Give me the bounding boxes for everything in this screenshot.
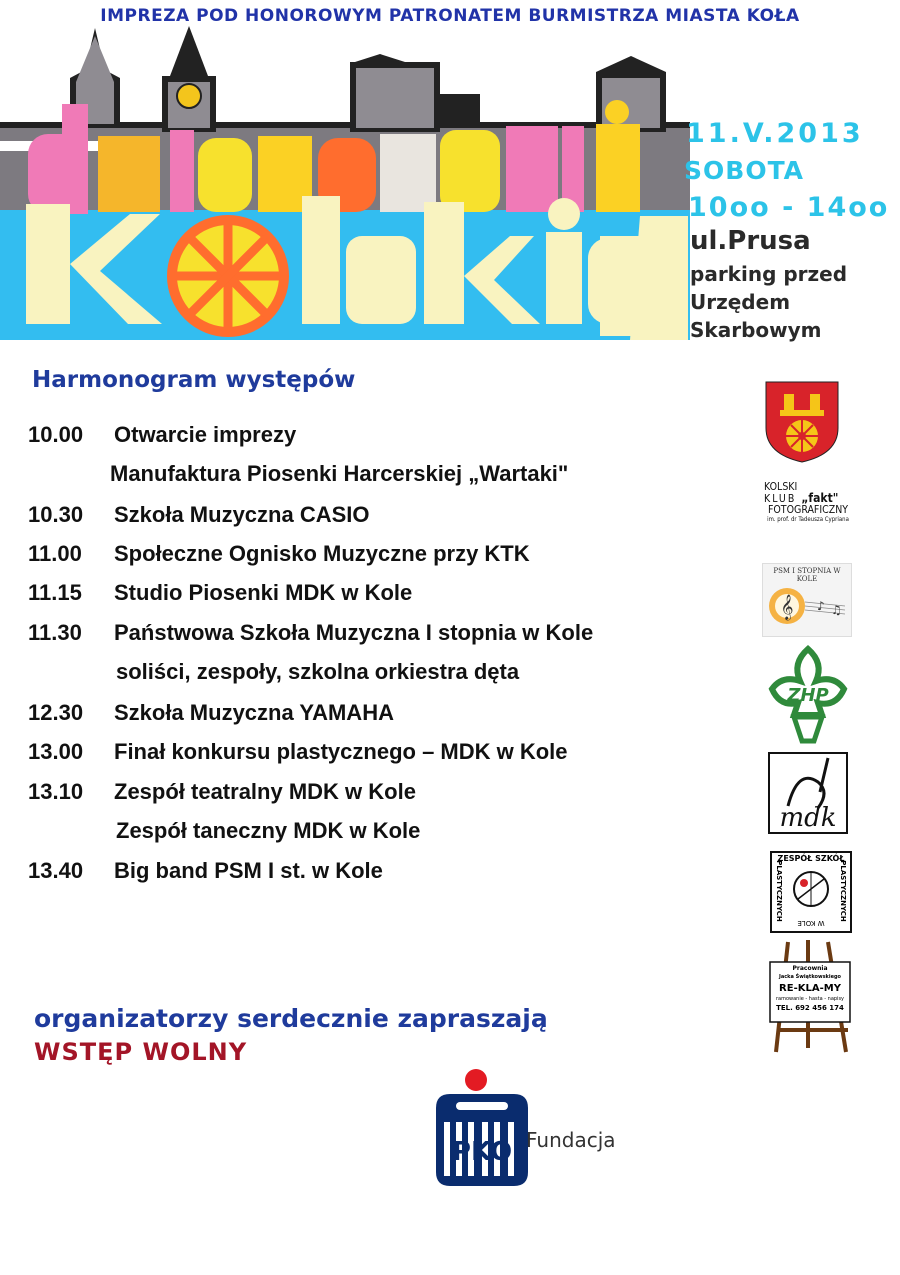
music-notes-icon	[767, 580, 847, 632]
schedule-time: 12.30	[28, 700, 84, 725]
art-school-side-left: PLASTYCZNYCH	[775, 860, 783, 922]
wheel-emblem	[172, 220, 284, 332]
schedule-time: 10.30	[28, 502, 84, 527]
photo-club-line2: KLUB	[764, 493, 797, 505]
schedule-time: 11.00	[28, 541, 82, 566]
pko-logo-text: PKO	[451, 1137, 513, 1167]
studio-line5: TEL. 692 456 174	[776, 1004, 844, 1012]
schedule-item	[116, 659, 519, 685]
schedule-text: Szkoła Muzyczna YAMAHA	[114, 700, 394, 725]
schedule-item	[116, 818, 420, 844]
schedule-text: Szkoła Muzyczna CASIO	[114, 502, 370, 527]
studio-line1: Pracownia	[792, 965, 828, 972]
schedule-item	[28, 739, 568, 765]
schedule-item	[28, 858, 383, 884]
event-day: SOBOTA	[684, 156, 805, 185]
art-school-logo	[770, 851, 852, 933]
schedule-text: Otwarcie imprezy	[114, 422, 297, 447]
schedule-text: soliści, zespoły, szkolna orkiestra dęta	[116, 659, 520, 684]
schedule-time: 11.15	[28, 580, 82, 605]
schedule-item	[28, 541, 530, 567]
schedule-text: Manufaktura Piosenki Harcerskiej „Wartaki"	[110, 461, 569, 486]
music-school-logo	[762, 563, 852, 637]
event-date: 11.V.2013	[686, 118, 864, 149]
svg-text:♪: ♪	[817, 599, 825, 613]
art-school-bottom: W KOLE	[797, 919, 825, 927]
schedule-time: 10.00	[28, 422, 84, 447]
art-school-top: ZESPÓŁ SZKÓŁ	[777, 854, 845, 863]
mdk-logo	[768, 752, 848, 834]
schedule-time: 13.00	[28, 739, 84, 764]
pko-logo	[432, 1068, 532, 1190]
studio-line3: RE-KLA-MY	[779, 983, 841, 994]
photo-club-logo	[762, 482, 854, 524]
palette-icon	[792, 869, 830, 909]
free-entry-text: WSTĘP WOLNY	[34, 1038, 248, 1066]
photo-club-name: „fakt"	[801, 491, 839, 505]
schedule-time: 11.30	[28, 620, 82, 645]
coat-of-arms-logo	[762, 378, 842, 464]
clock-icon	[177, 84, 201, 108]
schedule-time: 13.10	[28, 779, 84, 804]
studio-line2: Jacka Świątkowskiego	[778, 974, 841, 980]
schedule-text: Zespół taneczny MDK w Kole	[116, 818, 421, 843]
sponsor-label: Fundacja	[526, 1128, 616, 1152]
studio-line4: ramowanie - hasta - napisy	[775, 996, 845, 1002]
music-school-label: PSM I STOPNIA W KOLE	[773, 567, 841, 583]
banner-artwork	[0, 26, 690, 340]
mdk-text: mdk	[779, 803, 837, 833]
schedule-item	[28, 700, 394, 726]
patronage-header: IMPREZA POD HONOROWYM PATRONATEM BURMISTRZA MIASTA KOŁA	[100, 6, 800, 26]
schedule-text: Społeczne Ognisko Muzyczne przy KTK	[114, 541, 530, 566]
svg-text:𝄞: 𝄞	[780, 595, 794, 620]
schedule-item	[28, 779, 416, 805]
invitation-text: organizatorzy serdecznie zapraszają	[34, 1004, 548, 1033]
zhp-text: ZHP	[787, 685, 829, 706]
photo-club-line1: KOLSKI	[764, 481, 798, 493]
event-location-line1: parking przed	[690, 262, 848, 286]
schedule-time: 13.40	[28, 858, 84, 883]
event-street: ul.Prusa	[690, 226, 811, 256]
schedule-item	[110, 461, 568, 487]
photo-club-patron: im. prof. dr Tadeusza Cypriana	[767, 516, 849, 523]
photo-club-line3: FOTOGRAFICZNY	[767, 504, 849, 516]
svg-text:♫: ♫	[831, 603, 842, 617]
schedule-text: Big band PSM I st. w Kole	[114, 858, 383, 883]
schedule-item	[28, 620, 593, 646]
schedule-text: Zespół teatralny MDK w Kole	[114, 779, 416, 804]
event-location-line3: Skarbowym	[690, 318, 822, 342]
schedule-text: Finał konkursu plastycznego – MDK w Kole	[114, 739, 568, 764]
schedule-item	[28, 580, 412, 606]
schedule-item	[28, 422, 296, 448]
schedule-text: Studio Piosenki MDK w Kole	[114, 580, 413, 605]
zhp-lily-logo	[766, 645, 850, 747]
schedule-title: Harmonogram występów	[32, 367, 356, 393]
event-hours: 10oo - 14oo	[688, 192, 890, 223]
studio-sign	[772, 964, 848, 1013]
schedule-item	[28, 502, 370, 528]
event-location-line2: Urzędem	[690, 290, 791, 314]
schedule-text: Państwowa Szkoła Muzyczna I stopnia w Kole	[114, 620, 594, 645]
art-school-side-right: PLASTYCZNYCH	[839, 860, 847, 922]
